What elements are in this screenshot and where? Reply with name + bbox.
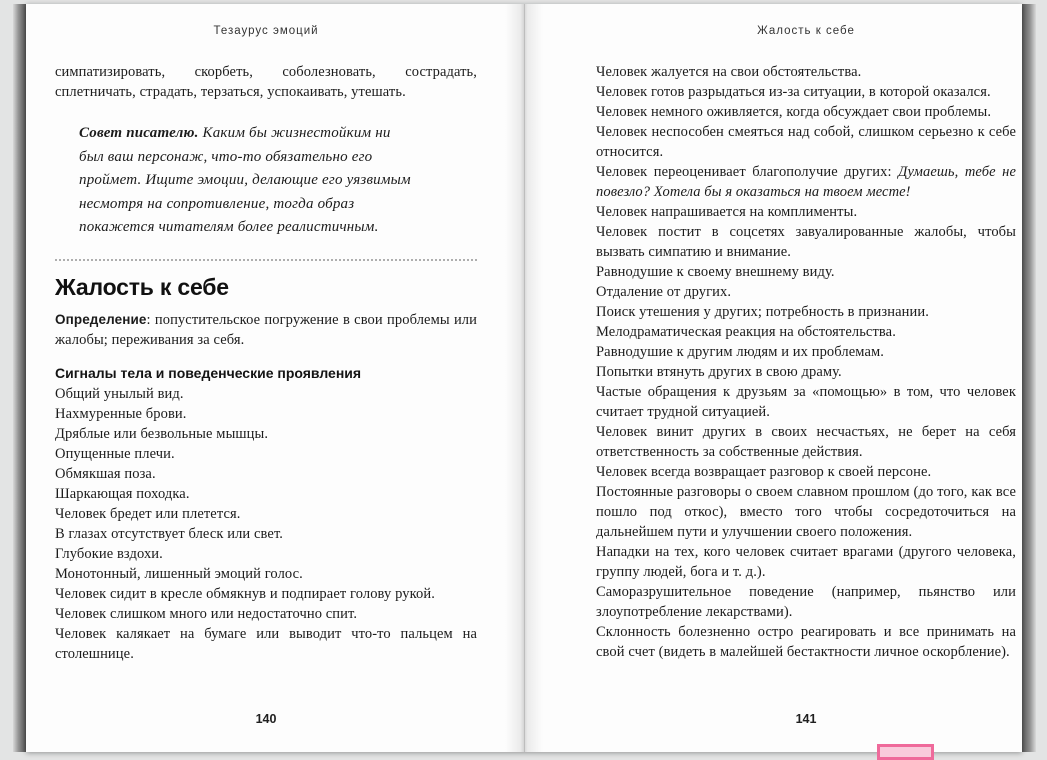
page-edge-left <box>13 4 26 752</box>
quoted-speech: Думаешь, тебе не повезло? Хотела бы я оказаться на твоем месте! <box>596 164 1016 200</box>
signals-heading: Сигналы тела и поведенческие проявления <box>55 364 362 381</box>
signal-item: Человек сидит в кресле обмякнув и подпирает голову рукой. <box>55 585 435 602</box>
writer-tip-label: Совет писателю. <box>79 125 199 141</box>
behavior-item: Постоянные разговоры о своем славном прошлом (до того, как все пошло под откос), вместо того чтобы сосредоточиться на дальнейшем пути и улучшении своего положения. <box>596 484 1016 540</box>
running-header-right: Жалость к себе <box>757 25 855 37</box>
open-book-spread <box>26 4 1022 752</box>
page-right <box>524 4 1022 752</box>
behavior-item: Человек готов разрыдаться из-за ситуации, в которой оказался. <box>596 84 991 100</box>
behavior-item: Частые обращения к друзьям за «помощью» в том, что человек считает трудной ситуацией. <box>596 384 1016 420</box>
behavior-item: Склонность болезненно остро реагировать и все принимать на свой счет (видеть в малейшей бестактности личное оскорбление). <box>596 624 1016 660</box>
signal-item: Шаркающая походка. <box>55 485 190 502</box>
pink-marker[interactable] <box>877 744 934 760</box>
signal-item: Человек бредет или плетется. <box>55 505 241 522</box>
page-left <box>26 4 524 752</box>
definition-label: Определение <box>55 311 147 327</box>
page-number-right: 141 <box>795 712 817 726</box>
paragraph-synonyms: симпатизировать, скорбеть, соболезновать, сострадать, сплетничать, страдать, терзаться, успокаивать, утешать. <box>55 64 477 100</box>
signal-item: В глазах отсутствует блеск или свет. <box>55 525 284 542</box>
behavior-item: Человек напрашивается на комплименты. <box>596 204 858 220</box>
behavior-item: Человек неспособен смеяться над собой, слишком серьезно к себе относится. <box>596 124 1016 160</box>
behavior-item: Человек всегда возвращает разговор к своей персоне. <box>596 464 932 480</box>
signal-item: Человек калякает на бумаге или выводит что-то пальцем на столешнице. <box>55 625 477 662</box>
writer-tip-block <box>79 122 411 240</box>
signal-item: Обмякшая поза. <box>55 465 156 482</box>
behavior-item: Поиск утешения у других; потребность в признании. <box>596 304 929 320</box>
writer-tip-text: Каким бы жизнестойким ни был ваш персонаж, что-то обязательно его проймет. Ищите эмоции, делающие его уязвимым несмотря на сопротивление, тогда образ покажется читателям более реалистичным. <box>79 125 411 235</box>
behavior-item: Человек жалуется на свои обстоятельства. <box>596 64 862 80</box>
section-title: Жалость к себе <box>55 273 229 300</box>
dotted-divider <box>55 259 477 261</box>
behavior-item: Равнодушие к другим людям и их проблемам. <box>596 344 884 360</box>
page-edge-right <box>1022 4 1036 752</box>
signal-item: Глубокие вздохи. <box>55 545 163 562</box>
signal-item: Общий унылый вид. <box>55 385 184 402</box>
behavior-item: Человек немного оживляется, когда обсуждает свои проблемы. <box>596 104 992 120</box>
definition-paragraph <box>55 310 477 350</box>
behavior-item: Равнодушие к своему внешнему виду. <box>596 264 835 280</box>
behavior-item: Нападки на тех, кого человек считает врагами (другого человека, группу людей, бога и т. д.). <box>596 544 1016 580</box>
page-number-left: 140 <box>255 712 277 726</box>
behavior-item <box>596 162 1016 202</box>
behavior-item: Человек постит в соцсетях завуалированные жалобы, чтобы вызвать симпатию и внимание. <box>596 224 1016 260</box>
signal-item: Опущенные плечи. <box>55 445 175 462</box>
signal-item: Монотонный, лишенный эмоций голос. <box>55 565 303 582</box>
running-header-left: Тезаурус эмоций <box>213 25 319 37</box>
signal-item: Дряблые или безвольные мышцы. <box>55 425 269 442</box>
signal-item: Человек слишком много или недостаточно спит. <box>55 605 358 622</box>
behavior-item: Отдаление от других. <box>596 284 732 300</box>
behavior-item: Человек винит других в своих несчастьях, не берет на себя ответственность за собственные действия. <box>596 424 1016 460</box>
signal-item: Нахмуренные брови. <box>55 405 187 422</box>
behavior-item: Попытки втянуть других в свою драму. <box>596 364 842 380</box>
behavior-item: Мелодраматическая реакция на обстоятельства. <box>596 324 896 340</box>
behavior-item: Саморазрушительное поведение (например, пьянство или злоупотребление лекарствами). <box>596 584 1016 620</box>
behavior-item-text: Человек переоценивает благополучие других: <box>596 164 899 180</box>
definition-text: : попустительское погружение в свои проблемы или жалобы; переживания за себя. <box>55 311 477 348</box>
